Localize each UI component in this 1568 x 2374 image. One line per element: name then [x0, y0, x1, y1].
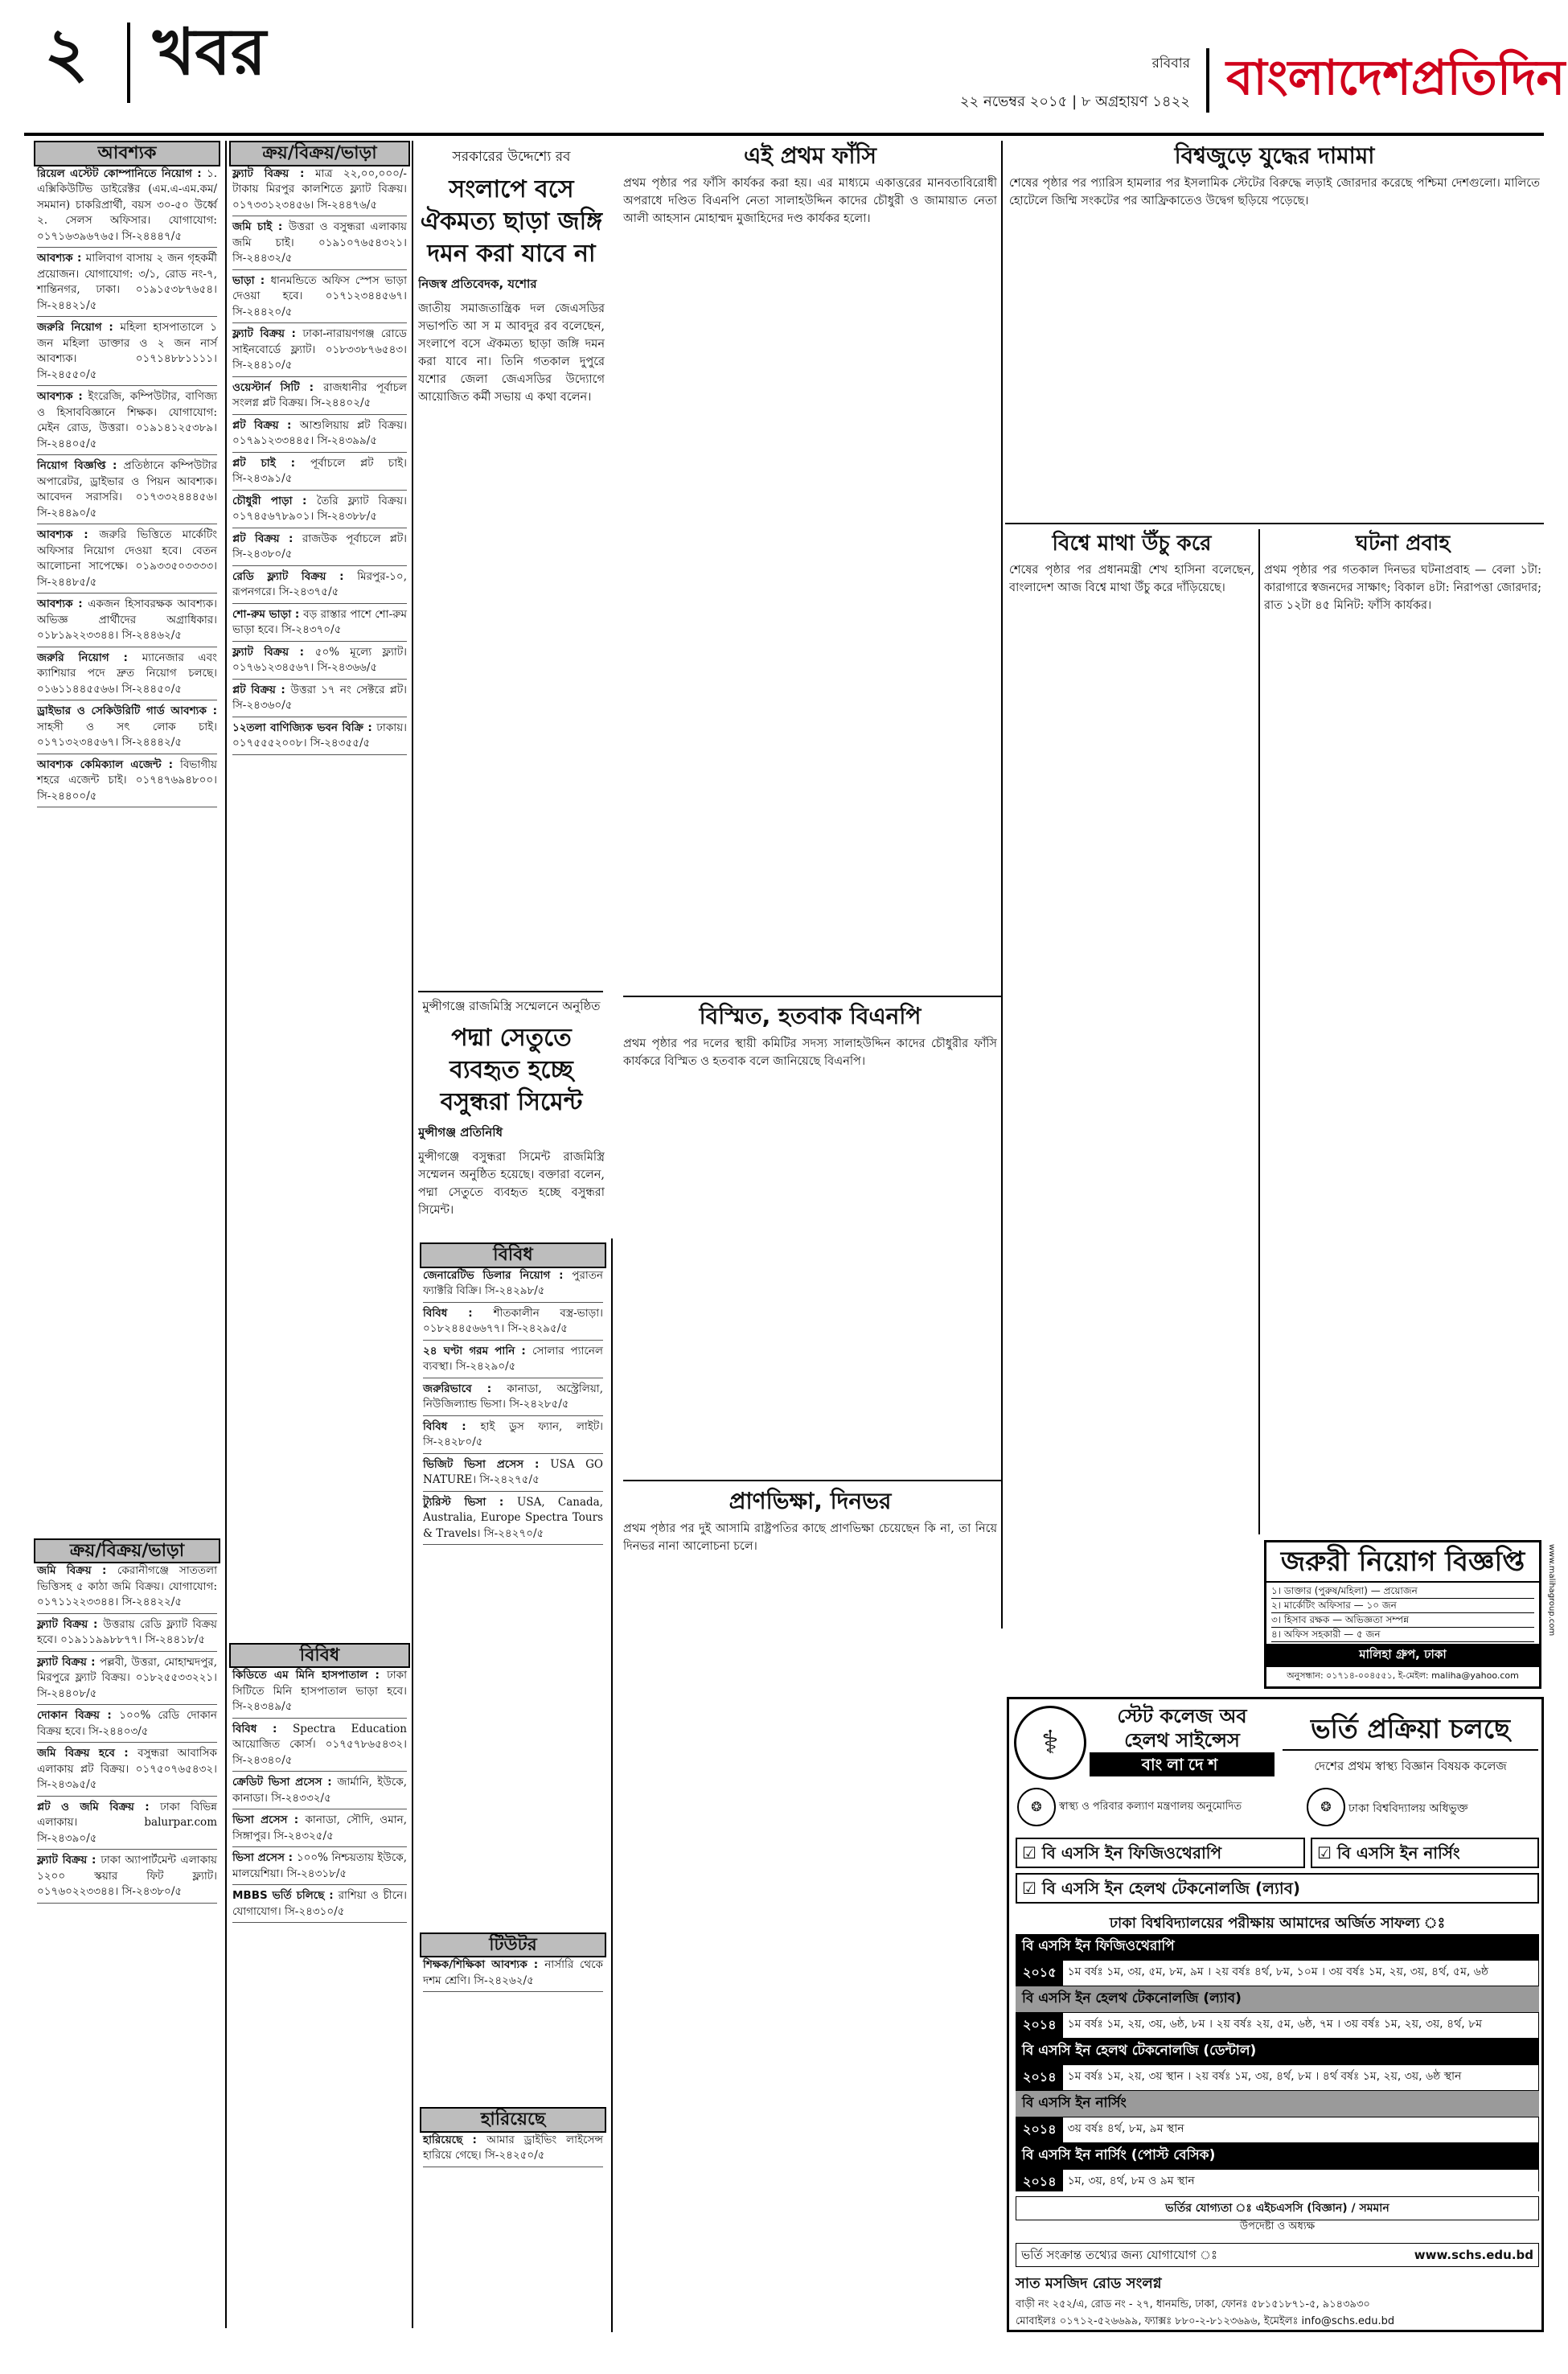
misc-list — [420, 1268, 606, 1928]
classified-ad-body: সোলার প্যানেল ব্যবস্থা। সি-২৪২৯০/৫ — [423, 1344, 603, 1373]
header-rule — [24, 133, 1544, 136]
classified-ad-body: শীতকালীন বস্ত্র-ভাড়া। ০১৮২৪৪৫৬৬৭৭। সি-২৪২৯৫/৫ — [423, 1306, 603, 1335]
tuition-head: টিউটর — [420, 1932, 606, 1958]
result-text: ১ম বর্ষঃ ১ম, ৩য়, ৫ম, ৮ম, ৯ম । ২য় বর্ষঃ ৪র্থ, ৮ম, ১০ম । ৩য় বর্ষঃ ১ম, ২য়, ৩য়, ৪র্থ, ৫ম, ৬ষ্ঠ — [1067, 1965, 1489, 1978]
classified-ad — [423, 1457, 603, 1492]
classified-ad-body: মিরপুর-১০, রূপনগরে। সি-২৪৩৭৫/৫ — [232, 569, 407, 598]
job-ad-row: ৪। অফিস সহকারী — ৫ জন — [1271, 1628, 1534, 1642]
classified-ad — [37, 1617, 217, 1652]
story-kicker: সরকারের উদ্দেশ্যে রব — [452, 149, 571, 165]
classified-head-rent: ক্রয়/বিক্রয়/ভাড়া — [229, 141, 410, 166]
story-separator — [623, 1480, 1001, 1481]
classified-ad-body: উত্তরায় রেডি ফ্ল্যাট বিক্রয় হবে। ০১৯১১৯৯৮৮৭৭। সি-২৪৪১৮/৫ — [37, 1617, 218, 1646]
result-text: ৩য় বর্ষঃ ৪র্থ, ৮ম, ৯ম স্থান — [1067, 2122, 1184, 2135]
classified-ad — [423, 1306, 603, 1341]
classified-list-rent — [229, 166, 410, 1638]
story-separator — [418, 991, 603, 992]
job-ad-row: ১। ডাক্তার (পুরুষ/মহিলা) — প্রয়োজন — [1271, 1584, 1534, 1599]
classified-ad — [232, 569, 407, 604]
classified-ad-title: জরুরি নিয়োগ : — [37, 651, 142, 664]
result-text: ১ম বর্ষঃ ১ম, ২য়, ৩য় স্থান । ২য় বর্ষঃ ১ম, ৩য়, ৪র্থ, ৮ম । ৪র্থ বর্ষঃ ১ম, ২য়, ৩য়, ৬ষ্ঠ স্থান — [1067, 2070, 1462, 2083]
story-pm — [1009, 529, 1254, 1534]
date-label: ২২ নভেম্বর ২০১৫ | ৮ অগ্রহায়ণ ১৪২২ — [959, 93, 1190, 110]
story-headline: বিস্মিত, হতবাক বিএনপি — [699, 1003, 922, 1029]
story-headline: বিশ্বে মাথা উঁচু করে — [1052, 532, 1212, 556]
column-divider — [1258, 529, 1260, 1534]
story-body: শেষের পৃষ্ঠার পর প্যারিস হামলার পর ইসলামিক স্টেটের বিরুদ্ধে লড়াই জোরদার করেছে পশ্চিমা দেশগুলো। মালিতে হোটেলে জিম্মি সংকটের পর আফ্রিকাতেও উদ্বেগ ছড়িয়ে পড়েছে। — [1009, 177, 1540, 207]
classified-ad-body: ঢাকা বিভিন্ন এলাকায়। balurpar.com সি-২৪৩৯০/৫ — [37, 1800, 217, 1845]
classified-ad-title: জেনারেটিভ ডিলার নিয়োগ : — [423, 1268, 573, 1282]
classified-ad — [37, 1655, 217, 1706]
story-body: শেষের পৃষ্ঠার পর প্রধানমন্ত্রী শেখ হাসিনা বলেছেন, বাংলাদেশ আজ বিশ্বে মাথা উঁচু করে দাঁড়িয়েছে। — [1009, 564, 1254, 594]
university-seal: ❂ — [1307, 1788, 1345, 1826]
college-name — [1090, 1704, 1275, 1776]
classified-ad-body: আশুলিয়ায় প্লট বিক্রয়। ০১৭৯১২৩৩৪৪৫। সি-২৪৩৯৯/৫ — [232, 418, 407, 447]
result-row — [1016, 2064, 1539, 2091]
classified-ad-body: ম্যানেজার এবং ক্যাশিয়ার পদে দ্রুত নিয়োগ চলছে। ০১৬১১৪৪৫৫৬৬। সি-২৪৪৫০/৫ — [37, 651, 217, 696]
result-row — [1016, 2117, 1539, 2143]
story-headline: বিশ্বজুড়ে যুদ্ধের দামামা — [1174, 142, 1375, 169]
result-section-title: বি এসসি ইন নার্সিং (পোস্ট বেসিক) — [1016, 2143, 1539, 2169]
result-year: ২০১৪ — [1016, 2117, 1063, 2142]
ministry-seal: ❂ — [1017, 1788, 1056, 1826]
result-section-title: বি এসসি ইন হেলথ টেকনোলজি (ল্যাব) — [1016, 1986, 1539, 2012]
classified-ad-body: জার্মানি, ইউকে, কানাডা। সি-২৪৩৩২/৫ — [232, 1776, 407, 1805]
classified-ad-body: রাজউক পূর্বাচলে প্লট। সি-২৪৩৮০/৫ — [232, 532, 407, 561]
admission-banner: ভর্তি প্রক্রিয়া চলছে — [1283, 1709, 1538, 1751]
page-header — [0, 0, 1568, 137]
classified-ad-title: আবশ্যক : — [37, 598, 88, 610]
classified-ad — [37, 320, 217, 386]
classified-ad — [423, 1382, 603, 1416]
classified-ad-title: ফ্ল্যাট বিক্রয় : — [37, 1854, 101, 1867]
eligibility-line: ভর্তির যোগ্যতা ঃ এইচএসসি (বিজ্ঞান) / সমমান — [1016, 2196, 1539, 2220]
story-body: প্রথম পৃষ্ঠার পর গতকাল দিনভর ঘটনাপ্রবাহ — বেলা ১টা: কারাগারে স্বজনদের সাক্ষাৎ; বিকাল ৪টা: নিরাপত্তা জোরদার; রাত ১২টা ৪৫ মিনিট: ফাঁসি কার্যকর। — [1264, 564, 1541, 612]
classified-column-1 — [34, 141, 220, 2328]
result-year: ২০১৫ — [1016, 1961, 1063, 1986]
story-war — [1009, 141, 1540, 519]
job-ad-footer: মালিহা গ্রুপ, ঢাকা — [1266, 1644, 1539, 1667]
course-label: বি এসসি ইন হেলথ টেকনোলজি (ল্যাব) — [1041, 1879, 1300, 1898]
story-timeline — [1264, 529, 1541, 1534]
classified-ad-body: রাশিয়া ও চীনে। যোগাযোগ। সি-২৪৩১০/৫ — [232, 1889, 407, 1918]
job-ad-contact: অনুসন্ধান: ০১৭১৪-০০৪৫৫১, ই-মেইল: maliha@yahoo.com — [1287, 1670, 1519, 1681]
day-label: রবিবার — [1151, 55, 1190, 72]
job-ad-website: www.malihagroup.com — [1547, 1544, 1556, 1637]
classified-ad — [37, 166, 217, 248]
job-ad-row: ২। মার্কেটিং অফিসার — ১০ জন — [1271, 1599, 1534, 1613]
classified-ad-body: ১০০% রেডি দোকান বিক্রয় হবে। সি-২৪৪০৩/৫ — [37, 1709, 217, 1738]
classified-ad-body: কেরানীগঞ্জে সাততলা ভিত্তিসহ ৫ কাঠা জমি বিক্রয়। যোগাযোগ: ০১৭১১২২৩৩৪৪। সি-২৪৪২২/৫ — [37, 1564, 217, 1608]
classified-ad — [232, 721, 407, 755]
job-ad-title: জরুরী নিয়োগ বিজ্ঞপ্তি — [1266, 1542, 1539, 1583]
story-rob — [418, 146, 605, 987]
classified-ad-body: পূর্বাচলে প্লট চাই। সি-২৪৩৯১/৫ — [232, 456, 407, 485]
college-name-line-1: স্টেট কলেজ অব — [1117, 1705, 1247, 1727]
result-text: ১ম, ৩য়, ৪র্থ, ৮ম ও ৯ম স্থান — [1067, 2175, 1195, 2187]
classified-ad-title: হারিয়েছে : — [423, 2133, 487, 2146]
results-title: ঢাকা বিশ্ববিদ্যালয়ের পরীক্ষায় আমাদের অর্জিত সাফল্য ঃ — [1109, 1915, 1446, 1932]
classified-ad-title: বিবিধ : — [232, 1722, 293, 1735]
classified-ad-title: ড্রাইভার ও সেকিউরিটি গার্ড আবশ্যক : — [37, 704, 217, 717]
classified-ad-title: জমি বিক্রয় হবে : — [37, 1747, 138, 1760]
story-headline: প্রাণভিক্ষা, দিনভর — [729, 1488, 892, 1514]
classified-ad-title: শিক্ষক/শিক্ষিকা আবশ্যক : — [423, 1958, 545, 1971]
classified-ad — [37, 1708, 217, 1743]
approval-university: ঢাকা বিশ্ববিদ্যালয় অধিভুক্ত — [1348, 1802, 1468, 1815]
classified-ad — [232, 1775, 407, 1809]
result-year: ২০১৪ — [1016, 2170, 1063, 2191]
masthead-logo — [1226, 42, 1565, 114]
classified-ad — [37, 1800, 217, 1850]
classified-ad-title: ফ্ল্যাট বিক্রয় : — [37, 1617, 104, 1631]
classified-ad-body: ঢাকা অ্যাপার্টমেন্ট এলাকায় ১২০০ স্কয়ার ফিট ফ্ল্যাট। ০১৭৬০২২৩৩৪৪। সি-২৪৩৮০/৫ — [37, 1854, 218, 1898]
classified-ad-body: USA, Canada, Australia, Europe Spectra Tours & Travels। সি-২৪২৭০/৫ — [423, 1495, 603, 1540]
classified-ad-body: USA GO NATURE। সি-২৪২৭৫/৫ — [423, 1457, 603, 1486]
lost-list — [420, 2133, 606, 2277]
classified-ad-title: ভাড়া : — [232, 273, 271, 287]
section-title: খবর — [153, 14, 267, 89]
classified-ad-title: ফ্ল্যাট বিক্রয় : — [37, 1655, 100, 1669]
story-headline: ঘটনা প্রবাহ — [1355, 532, 1451, 556]
classified-ad — [232, 1888, 407, 1923]
classified-ad-title: আবশ্যক : — [37, 528, 100, 541]
classified-ad — [232, 418, 407, 453]
classified-ad — [232, 273, 407, 324]
classified-ad-title: ক্রেডিট ভিসা প্রসেস : — [232, 1776, 338, 1789]
classified-ad-title: প্লট ও জমি বিক্রয় : — [37, 1800, 161, 1813]
classified-ad — [423, 1419, 603, 1454]
college-name-line-3: বাংলাদেশ — [1090, 1752, 1275, 1776]
masthead-divider — [1206, 48, 1209, 113]
classified-ad — [232, 220, 407, 270]
classified-ad — [37, 704, 217, 754]
classified-head-wanted: আবশ্যক — [34, 141, 220, 166]
classified-ad-body: উত্তরা ও বসুন্ধরা এলাকায় জমি চাই। ০১৯১০৭৬৫৪৩২১। সি-২৪৪৩২/৫ — [232, 220, 407, 265]
classified-ad-body: ঢাকা সিটিতে মিনি হাসপাতাল ভাড়া হবে। সি-২৪৩৪৯/৫ — [232, 1669, 407, 1713]
classified-ad-title: প্লট বিক্রয় : — [232, 418, 300, 432]
course-box-1: ☑ বি এসসি ইন ফিজিওথেরাপি — [1016, 1838, 1305, 1868]
story-bnp — [623, 1001, 997, 1476]
classified-list-buysell — [34, 1563, 220, 2271]
lost-head: হারিয়েছে — [420, 2107, 606, 2133]
classified-ad-title: ওয়েস্টার্ন সিটি : — [232, 380, 324, 394]
column-divider — [225, 141, 227, 2328]
classified-ad-body: উত্তরা ১৭ নং সেক্টরে প্লট। সি-২৪৩৬০/৫ — [232, 683, 408, 712]
classified-ad-body: হাই ডুস ফ্যান, লাইট। সি-২৪২৮০/৫ — [423, 1419, 604, 1448]
classified-ad-title: আবশ্যক : — [37, 252, 86, 265]
classified-ad — [37, 758, 217, 808]
college-name-line-2: হেলথ সাইন্সেস — [1124, 1729, 1240, 1752]
classified-ad-body: ঢাকা-নারায়ণগঞ্জ রোডে সাইনবোর্ডে ফ্ল্যাট। ০১৮৩৩৮৭৬৫৪৩। সি-২৪৪১০/৫ — [232, 327, 407, 372]
classified-ad-body: ৫০% মূল্যে ফ্ল্যাট। ০১৭৬১২৩৪৫৬৭। সি-২৪৩৬৬/৫ — [232, 645, 408, 674]
story-body: প্রথম পৃষ্ঠার পর দলের স্থায়ী কমিটির সদস্য সালাহউদ্দিন কাদের চৌধুরীর ফাঁসি কার্যকরে বিস্মিত ও হতবাক বলে জানিয়েছে বিএনপি। — [623, 1037, 997, 1068]
classified-ad-title: বিবিধ : — [423, 1306, 494, 1320]
job-ad-rows — [1266, 1583, 1539, 1644]
college-advertisement — [1007, 1697, 1544, 2332]
classified-ad — [232, 166, 407, 217]
classified-ad-body: মহিলা হাসপাতালে ১ জন মহিলা ডাক্তার ও ২ জন নার্স আবশ্যক। ০১৭১৪৮৮১১১১। সি-২৪৫৫০/৫ — [37, 321, 217, 381]
classified-ad-body: মাত্র ২২,০০,০০০/- টাকায় মিরপুর কালশিতে ফ্ল্যাট বিক্রয়। ০১৭৩৩১২৩৪৫৬। সি-২৪৪৭৬/৫ — [232, 166, 407, 212]
classified-ad-body: ধানমন্ডিতে অফিস স্পেস ভাড়া দেওয়া হবে। ০১৭১২৩৪৪৫৬৭। সি-২৪৪২০/৫ — [232, 273, 407, 318]
classified-ad-body: বসুন্ধরা আবাসিক এলাকায় প্লট বিক্রয়। ০১৭৫০৭৬৫৪৩২। সি-২৪৩৯৫/৫ — [37, 1747, 217, 1791]
classified-ad-title: জমি বিক্রয় : — [37, 1564, 117, 1577]
column-divider — [1001, 141, 1003, 1629]
classified-ad-title: রিয়েল এস্টেট কোম্পানিতে নিয়োগ : — [37, 166, 207, 180]
result-row — [1016, 2012, 1539, 2039]
classified-ad-body: সাহসী ও সৎ লোক চাই। ০১৭১৩২৩৪৫৬৭। সি-২৪৪৪২/৫ — [37, 720, 217, 749]
classified-ad-title: ভিজিট ভিসা প্রসেস : — [423, 1457, 551, 1471]
classified-ad — [232, 494, 407, 528]
course-label: বি এসসি ইন ফিজিওথেরাপি — [1041, 1843, 1222, 1863]
story-headline: এই প্রথম ফাঁসি — [743, 142, 877, 169]
classified-ad — [37, 1563, 217, 1614]
classified-ad — [37, 651, 217, 701]
address-block — [1016, 2272, 1539, 2331]
classified-ad — [232, 1668, 407, 1719]
classified-ad-body: বিভাগীয় শহরে এজেন্ট চাই। ০১৭৪৭৬৯৪৮০০। সি-২৪৪০০/৫ — [37, 758, 217, 803]
classified-ad — [232, 1722, 407, 1772]
masthead-part-a: বাংলাদেশ — [1226, 50, 1411, 106]
classified-ad-title: শো-রুম ভাড়া : — [232, 607, 304, 621]
result-row — [1016, 2169, 1539, 2191]
classified-ad-body: কানাডা, অস্ট্রেলিয়া, নিউজিল্যান্ড ভিসা। সি-২৪২৮৫/৫ — [423, 1382, 603, 1411]
tuition-list — [420, 1957, 606, 2102]
classified-ad — [423, 1957, 603, 1992]
result-section-title: বি এসসি ইন ফিজিওথেরাপি — [1016, 1934, 1539, 1960]
story-separator — [1005, 523, 1544, 524]
classified-ad-title: প্লট বিক্রয় : — [232, 683, 291, 696]
classified-ad-title: জমি চাই : — [232, 220, 289, 233]
classified-ad-title: ভিসা প্রসেস : — [232, 1813, 306, 1826]
classified-ad-title: ভিসা প্রসেস : — [232, 1851, 297, 1864]
classified-ad — [232, 607, 407, 642]
course-box-3: ☑ বি এসসি ইন হেলথ টেকনোলজি (ল্যাব) — [1016, 1873, 1539, 1904]
classified-ad-body: কানাডা, সৌদি, ওমান, সিঙ্গাপুর। সি-২৪৩২৫/৫ — [232, 1813, 407, 1842]
classified-ad-title: আবশ্যক : — [37, 390, 88, 403]
misc-column — [420, 1242, 606, 2328]
classified-ad-title: ট্যুরিস্ট ভিসা : — [423, 1495, 517, 1509]
classified-ad — [232, 1850, 407, 1885]
classified-ad — [37, 1853, 217, 1904]
story-body: প্রথম পৃষ্ঠার পর দুই আসামি রাষ্ট্রপতির কাছে প্রাণভিক্ষা চেয়েছেন কি না, তা নিয়ে দিনভর নানা আলোচনা চলে। — [623, 1522, 997, 1553]
classified-ad-title: প্লট চাই : — [232, 456, 310, 470]
results-list — [1016, 1934, 1539, 2191]
story-byline: নিজস্ব প্রতিবেদক, যশোর — [418, 277, 537, 291]
website-link[interactable]: www.schs.edu.bd — [1414, 2248, 1533, 2262]
page-number: ২ — [44, 13, 88, 92]
result-section-title: বি এসসি ইন নার্সিং — [1016, 2091, 1539, 2117]
classified-ad — [232, 1813, 407, 1847]
result-row — [1016, 1960, 1539, 1986]
contact-bar — [1016, 2243, 1539, 2267]
approval-ministry: স্বাস্থ্য ও পরিবার কল্যাণ মন্ত্রণালয় অনুমোদিত — [1059, 1801, 1242, 1813]
classified-ad-title: ফ্ল্যাট বিক্রয় : — [232, 166, 316, 180]
classified-ad — [37, 251, 217, 317]
story-mercy — [623, 1486, 997, 2327]
classified-ad-body: পল্লবী, উত্তরা, মোহাম্মদপুর, মিরপুরে ফ্ল্যাট বিক্রয়। ০১৮২৫৫৩৩২২১। সি-২৪৪০৮/৫ — [37, 1655, 217, 1700]
advisors-line: উপদেষ্টা ও অধ্যক্ষ — [1239, 2220, 1316, 2232]
course-label: বি এসসি ইন নার্সিং — [1336, 1843, 1460, 1863]
classified-ad-title: জরুরি নিয়োগ : — [37, 321, 121, 334]
classified-ad-body: তৈরি ফ্ল্যাট বিক্রয়। ০১৭৪৫৬৭৮৯০১। সি-২৪৩৮৮/৫ — [232, 494, 407, 523]
classified-ad-title: প্লট বিক্রয় : — [232, 532, 302, 545]
classified-ad-body: প্রতিষ্ঠানে কম্পিউটার অপারেটর, ড্রাইভার ও পিয়ন আবশ্যক। আবেদন সরাসরি। ০১৭৩৩২৪৪৪৫৬। সি-২৪৪৯০/৫ — [37, 459, 218, 520]
story-body: মুন্সীগঞ্জে বসুন্ধরা সিমেন্ট রাজমিস্ত্রি সম্মেলন অনুষ্ঠিত হয়েছে। বক্তারা বলেন, পদ্মা সেতুতে ব্যবহৃত হচ্ছে বসুন্ধরা সিমেন্ট। — [418, 1151, 605, 1217]
classified-ad-body: আমার ড্রাইভিং লাইসেন্স হারিয়ে গেছে। সি-২৪২৫০/৫ — [423, 2133, 603, 2162]
story-byline: মুন্সীগঞ্জ প্রতিনিধি — [418, 1125, 503, 1140]
job-advertisement — [1264, 1540, 1541, 1689]
misc-head: বিবিধ — [420, 1242, 606, 1268]
classified-ad-body: ঢাকায়। ০১৭৫৫৫২০০৮। সি-২৪৩৫৫/৫ — [232, 721, 407, 750]
classified-ad-title: বিবিধ : — [423, 1419, 481, 1433]
classified-ad-body: Spectra Education আয়োজিত কোর্স। ০১৭৫৭৮৬৫৪৩২। সি-২৪৩৪০/৫ — [232, 1722, 407, 1767]
classified-ad-body: নার্সারি থেকে দশম শ্রেণি। সি-২৪২৬২/৫ — [423, 1958, 603, 1987]
result-year: ২০১৪ — [1016, 2065, 1063, 2090]
contact-text: ভর্তি সংক্রান্ত তথ্যের জন্য যোগাযোগ ঃ — [1021, 2248, 1218, 2262]
result-section-title: বি এসসি ইন হেলথ টেকনোলজি (ডেন্টাল) — [1016, 2039, 1539, 2064]
classified-ad-body: ইংরেজি, কম্পিউটার, বাণিজ্য ও হিসাববিজ্ঞানে শিক্ষক। যোগাযোগ: মেইন রোড, উত্তরা। ০১৯১৪১২৫৩৮৯। সি-২৪৪০৫/৫ — [37, 390, 217, 450]
classified-ad — [232, 456, 407, 491]
result-text: ১ম বর্ষঃ ১ম, ২য়, ৩য়, ৬ষ্ঠ, ৮ম । ২য় বর্ষঃ ২য়, ৫ম, ৬ষ্ঠ, ৭ম । ৩য় বর্ষঃ ১ম, ২য়, ৩য়, ৪র্থ, ৮ম — [1067, 2018, 1482, 2031]
classified-ad-title: চৌধুরী পাড়া : — [232, 494, 317, 507]
classified-ad — [37, 1746, 217, 1797]
classified-ad-body: একজন হিসাবরক্ষক আবশ্যক। অভিজ্ঞ প্রার্থীদের অগ্রাধিকার। ০১৮১৯২২৩৩৪৪। সি-২৪৪৬২/৫ — [37, 598, 217, 642]
classified-ad — [423, 2133, 603, 2167]
story-headline: পদ্মা সেতুতে ব্যবহৃত হচ্ছে বসুন্ধরা সিমেন্ট — [440, 1024, 583, 1116]
classified-ad-body: রাজধানীর পূর্বাচল সংলগ্ন প্লট বিক্রয়। সি-২৪৪০২/৫ — [232, 380, 407, 409]
classified-ad-body: পুরাতন ফ্যাক্টরি বিক্রি। সি-২৪২৯৮/৫ — [423, 1268, 603, 1297]
story-kicker: মুন্সীগঞ্জে রাজমিস্ত্রি সম্মেলনে অনুষ্ঠিত — [422, 999, 601, 1013]
header-divider — [127, 23, 130, 103]
story-body: জাতীয় সমাজতান্ত্রিক দল জেএসডির সভাপতি আ স ম আবদুর রব বলেছেন, সংলাপে বসে ঐকমত্য ছাড়া জঙ্গি দমন করা যাবে না। তিনি গতকাল দুপুরে যশোর জেলা জেএসডির উদ্যোগে আয়োজিত কর্মী সভায় এ কথা বলেন। — [418, 302, 605, 404]
course-box-2: ☑ বি এসসি ইন নার্সিং — [1311, 1838, 1539, 1868]
classified-ad — [37, 458, 217, 524]
story-first-hanging — [623, 141, 997, 993]
classified-ad — [37, 389, 217, 455]
classified-ad-body: ১০০% নিশ্চয়তায় ইউকে, মালয়েশিয়া। সি-২৪৩১৮/৫ — [232, 1851, 407, 1880]
classified-ad — [232, 532, 407, 566]
college-logo: ⚕ — [1014, 1706, 1086, 1780]
story-separator — [623, 996, 1001, 997]
classified-ad-title: ২৪ ঘণ্টা গরম পানি : — [423, 1344, 532, 1357]
classified-ad-title: MBBS ভর্তি চলিছে : — [232, 1889, 339, 1902]
classified-ad — [232, 327, 407, 377]
classified-column-2 — [229, 141, 410, 2328]
column-divider — [412, 141, 413, 2328]
classified-head-misc: বিবিধ — [229, 1643, 410, 1669]
classified-ad — [232, 380, 407, 415]
classified-ad-title: নিয়োগ বিজ্ঞপ্তি : — [37, 459, 124, 472]
classified-ad — [423, 1344, 603, 1378]
classified-ad-body: বড় রাস্তার পাশে শো-রুম ভাড়া হবে। সি-২৪৩৭০/৫ — [232, 607, 407, 636]
classified-ad — [232, 683, 407, 717]
classified-ad — [37, 597, 217, 647]
classified-ad — [423, 1495, 603, 1546]
classified-ad-body: জরুরি ভিত্তিতে মার্কেটিং অফিসার নিয়োগ দেওয়া হবে। বেতন আলোচনা সাপেক্ষে। ০১৯৩৩৫০৩৩৩৩। সি-২৪৪৮৫/৫ — [37, 528, 217, 589]
story-headline: সংলাপে বসে ঐকমত্য ছাড়া জঙ্গি দমন করা যাবে না — [420, 175, 603, 268]
classified-ad — [423, 1268, 603, 1303]
classified-ad-title: দোকান বিক্রয় : — [37, 1709, 120, 1722]
masthead-part-b: প্রতিদিন — [1410, 50, 1566, 106]
classified-ad-title: রেডি ফ্ল্যাট বিক্রয় : — [232, 569, 358, 583]
address-line-2: বাড়ী নং ২৫২/এ, রোড নং - ২৭, ধানমন্ডি, ঢাকা, ফোনঃ ৫৮১৫১৮৭১-৫, ৯১৪৩৯৩০ — [1016, 2298, 1370, 2310]
classified-list-misc — [229, 1668, 410, 2328]
classified-ad-title: ফ্ল্যাট বিক্রয় : — [232, 645, 315, 659]
classified-ad — [37, 528, 217, 594]
job-ad-row: ৩। হিসাব রক্ষক — অভিজ্ঞতা সম্পন্ন — [1271, 1613, 1534, 1628]
classified-ad — [232, 645, 407, 680]
classified-ad-title: ১২তলা বাণিজ্যিক ভবন বিক্রি : — [232, 721, 377, 734]
classified-ad-body: ১. এক্সিকিউটিভ ডাইরেক্টর (এম.এ-এম.কম/সমমান) চাকরিপ্রার্থী, বয়স ৩০-৫০ উর্ধ্বে ২. সেলস অফিসার। যোগাযোগ: ০১৭১৬৩৯৬৭৬৫। সি-২৪৪৪৭/৫ — [37, 166, 217, 243]
classified-ad-title: কিডিতে এম মিনি হাসপাতাল : — [232, 1669, 388, 1682]
classified-list-wanted — [34, 166, 220, 1534]
classified-head-buysell: ক্রয়/বিক্রয়/ভাড়া — [34, 1538, 220, 1564]
college-tagline: দেশের প্রথম স্বাস্থ্য বিজ্ঞান বিষয়ক কলেজ — [1314, 1759, 1507, 1773]
classified-ad-title: জরুরিভাবে : — [423, 1382, 507, 1395]
story-body: প্রথম পৃষ্ঠার পর ফাঁসি কার্যকর করা হয়। এর মাধ্যমে একাত্তরের মানবতাবিরোধী অপরাধে দণ্ডিত বিএনপি নেতা সালাহউদ্দিন কাদের চৌধুরী ও জামায়াত নেতা আলী আহসান মোহাম্মদ মুজাহিদের দণ্ড কার্যকর হলো। — [623, 177, 997, 225]
classified-ad-body: মালিবাগ বাসায় ২ জন গৃহকর্মী প্রয়োজন। যোগাযোগ: ৩/১, রোড নং-৭, শান্তিনগর, ঢাকা। ০১৯১৫৩৮৭৬৫৪। সি-২৪৪২১/৫ — [37, 252, 217, 312]
result-year: ২০১৪ — [1016, 2013, 1063, 2038]
address-line-1: সাত মসজিদ রোড সংলগ্ন — [1016, 2275, 1162, 2292]
address-line-3: মোবাইলঃ ০১৭১২-৫২৬৬৯৯, ফ্যাক্সঃ ৮৮০-২-৮১২৩৬৯৬, ইমেইলঃ info@schs.edu.bd — [1016, 2315, 1395, 2327]
classified-ad-title: আবশ্যক কেমিক্যাল এজেন্ট : — [37, 758, 180, 771]
classified-ad-title: ফ্ল্যাট বিক্রয় : — [232, 327, 303, 340]
column-divider — [611, 1238, 613, 2332]
